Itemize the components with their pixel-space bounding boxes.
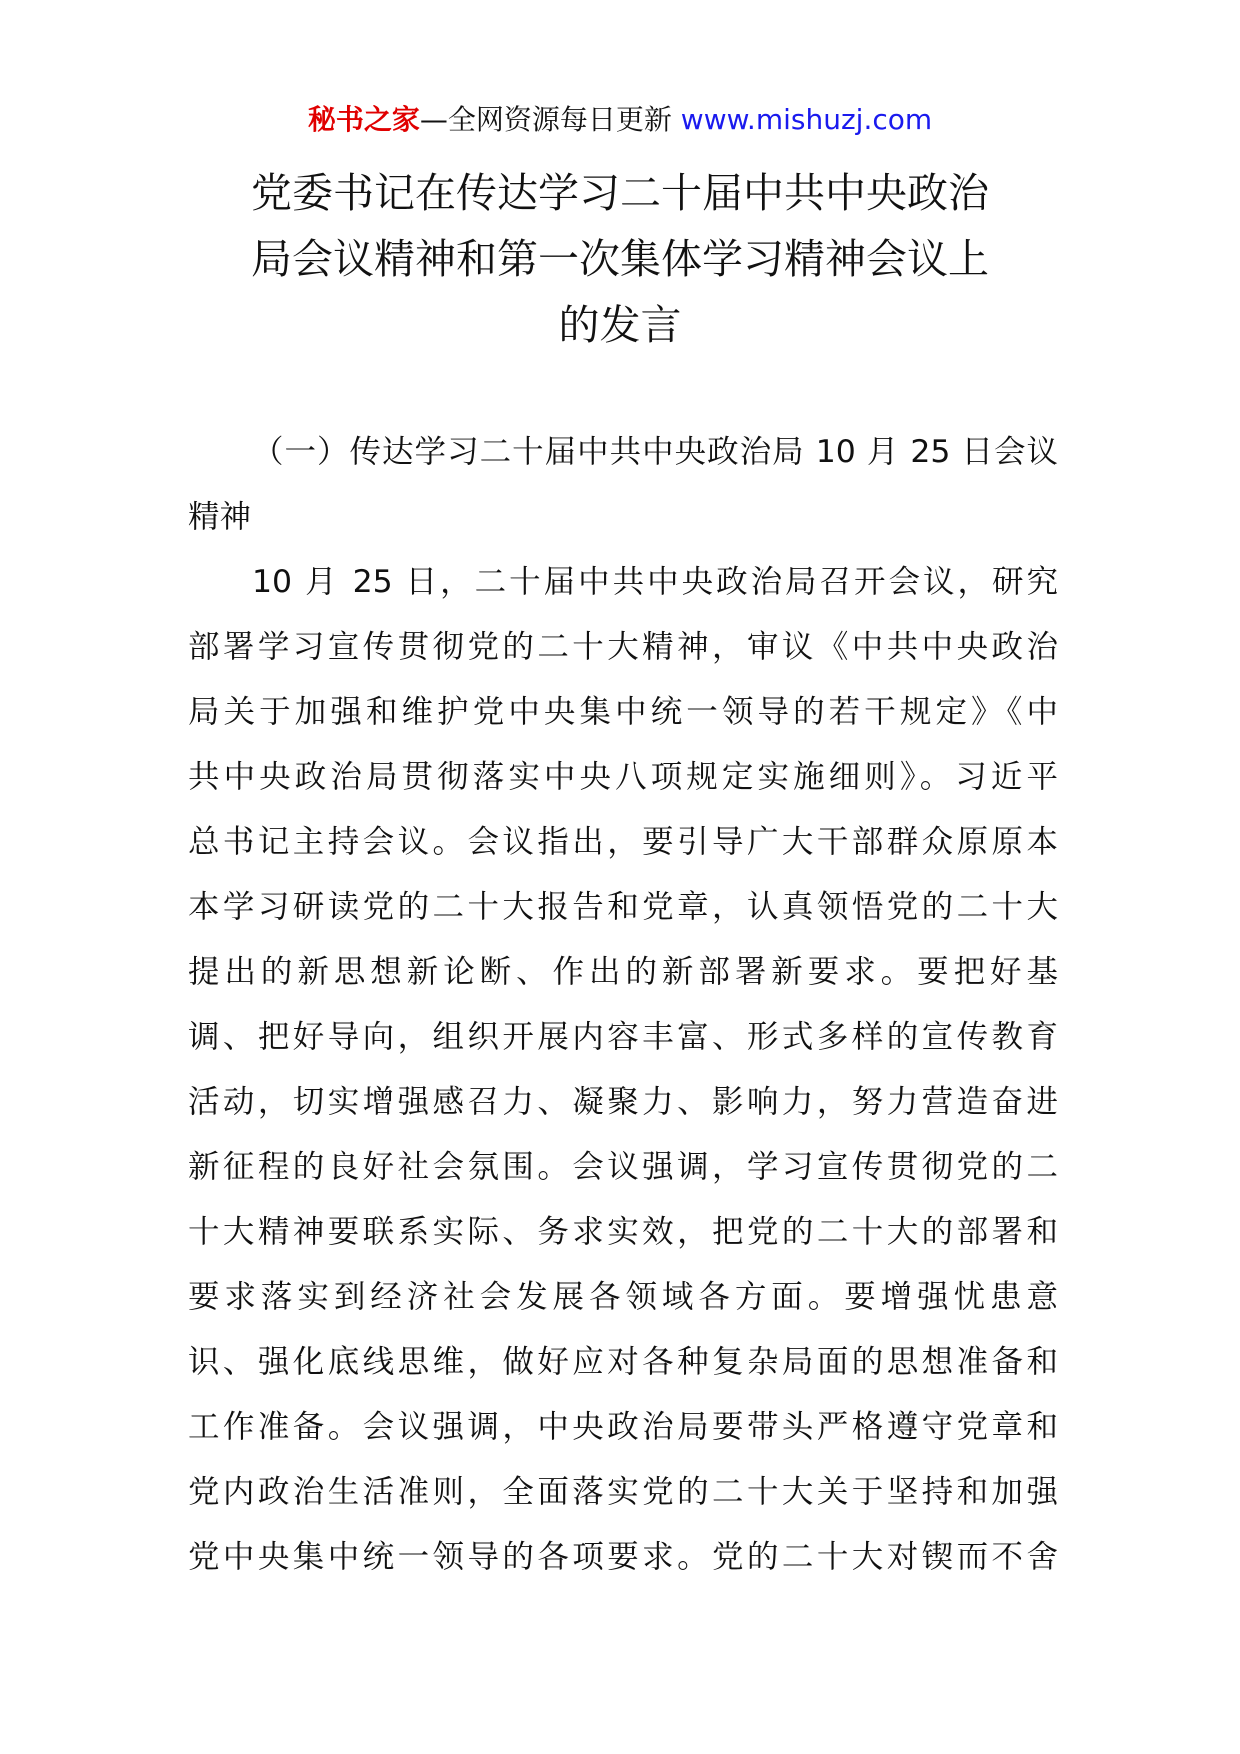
header-tagline: —全网资源每日更新 xyxy=(419,103,672,136)
title-line: 党委书记在传达学习二十届中共中央政治 xyxy=(251,169,989,217)
paragraph-line: 提出的新思想新论断、作出的新部署新要求。要把好基 xyxy=(188,954,1058,990)
paragraph-line: 工作准备。会议强调，中央政治局要带头严格遵守党章和 xyxy=(188,1409,1058,1445)
paragraph-line: 活动，切实增强感召力、凝聚力、影响力，努力营造奋进 xyxy=(188,1084,1058,1120)
paragraph-line: 部署学习宣传贯彻党的二十大精神，审议《中共中央政治 xyxy=(188,629,1058,665)
body-paragraph xyxy=(188,550,1058,1590)
document-body xyxy=(188,420,1058,1590)
paragraph-line: 要求落实到经济社会发展各领域各方面。要增强忧患意 xyxy=(188,1279,1058,1315)
paragraph-line: 十大精神要联系实际、务求实效，把党的二十大的部署和 xyxy=(188,1214,1058,1250)
document-title xyxy=(190,160,1050,358)
paragraph-line: 党中央集中统一领导的各项要求。党的二十大对锲而不舍 xyxy=(188,1539,1058,1575)
paragraph-line: 调、把好导向，组织开展内容丰富、形式多样的宣传教育 xyxy=(188,1019,1058,1055)
paragraph-line: 局关于加强和维护党中央集中统一领导的若干规定》《中 xyxy=(188,694,1058,730)
paragraph-line: 新征程的良好社会氛围。会议强调，学习宣传贯彻党的二 xyxy=(188,1149,1058,1185)
heading-line: （一）传达学习二十届中共中央政治局 10 月 25 日会议 xyxy=(252,434,1058,470)
heading-line: 精神 xyxy=(188,499,252,535)
paragraph-line: 本学习研读党的二十大报告和党章，认真领悟党的二十大 xyxy=(188,889,1058,925)
site-url-link[interactable]: www.mishuzj.com xyxy=(680,103,933,136)
paragraph-line: 共中央政治局贯彻落实中央八项规定实施细则》。习近平 xyxy=(188,759,1058,795)
paragraph-line: 总书记主持会议。会议指出，要引导广大干部群众原原本 xyxy=(188,824,1058,860)
section-heading xyxy=(188,420,1058,550)
title-line: 的发言 xyxy=(558,301,682,349)
paragraph-line: 党内政治生活准则，全面落实党的二十大关于坚持和加强 xyxy=(188,1474,1058,1510)
brand-name: 秘书之家 xyxy=(307,103,420,136)
paragraph-line: 10 月 25 日，二十届中共中央政治局召开会议，研究 xyxy=(252,564,1058,600)
site-header xyxy=(0,100,1240,140)
title-line: 局会议精神和第一次集体学习精神会议上 xyxy=(251,235,989,283)
paragraph-line: 识、强化底线思维，做好应对各种复杂局面的思想准备和 xyxy=(188,1344,1058,1380)
